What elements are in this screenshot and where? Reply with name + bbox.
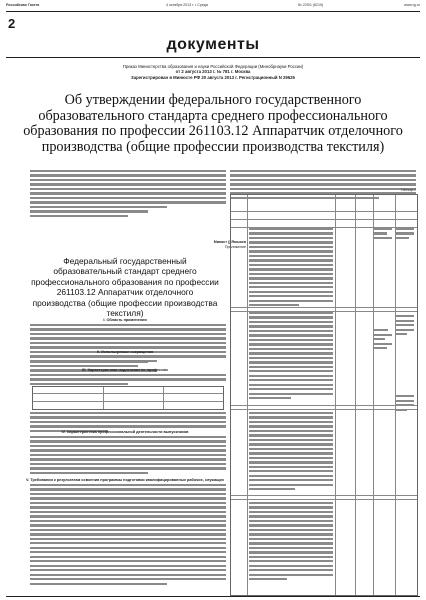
- issue-date: 4 октября 2013 г. • Среда: [166, 3, 208, 7]
- section-5-text: [30, 484, 226, 587]
- standard-title: Федеральный государственный образовательный стандарт среднего профессионального образования по профессии 261103.12 Аппаратчик отделочного производства (общие профессии производства текстиля): [31, 256, 219, 319]
- section-4-title: IV. Характеристика профессиональной деятельности выпускников: [61, 430, 189, 434]
- table-text-block-2: [249, 312, 333, 402]
- section-5-title: V. Требования к результатам освоения программы подготовки квалифицированных рабочих, служащих: [26, 478, 224, 482]
- newspaper-name: Российская Газета: [6, 3, 40, 7]
- section-1-title: I. Область применения: [103, 318, 147, 322]
- table-text-block-1: [249, 228, 333, 309]
- section-4-text: [30, 436, 226, 476]
- qualification-table: [32, 386, 224, 410]
- table-label: Таблица 2: [400, 188, 416, 192]
- bottom-rule: [6, 596, 420, 597]
- masthead: [6, 3, 420, 10]
- section-title: документы: [166, 36, 260, 53]
- top-rule: [6, 11, 420, 12]
- approval-note: Минист ().Ямыося Приложение: [213, 240, 246, 249]
- table-code-column: [374, 228, 392, 352]
- intro-text-left: [30, 170, 226, 219]
- table-text-block-4: [249, 502, 333, 583]
- site-link[interactable]: www.rg.ru: [404, 3, 420, 7]
- page-number: 2: [8, 16, 16, 31]
- order-line-1: Приказ Министерства образования и науки Российской Федерации (Минобрнауки России): [122, 64, 304, 69]
- section-rule: [6, 57, 420, 58]
- issue-number: № 225/1 (6215): [298, 3, 324, 7]
- section-2-title: II. Используемые сокращения: [96, 350, 154, 354]
- order-line-3: Зарегистрирован в Минюсте РФ 20 августа 2013 г. Регистрационный N 29626: [131, 74, 295, 80]
- table-comp-column: [396, 228, 414, 413]
- table-text-block-3: [249, 412, 333, 493]
- order-info: [60, 64, 366, 80]
- section-3-title: III. Характеристика подготовки по профессии: [82, 368, 168, 372]
- headline: Об утверждении федерального государственного образовательного стандарта среднего профессионального образования по профессии 261103.12 Аппаратчик отделочного производства (общие профессии производства текстиля): [23, 92, 403, 155]
- order-line-2: от 2 августа 2013 г. № 781 г. Москва: [175, 69, 251, 75]
